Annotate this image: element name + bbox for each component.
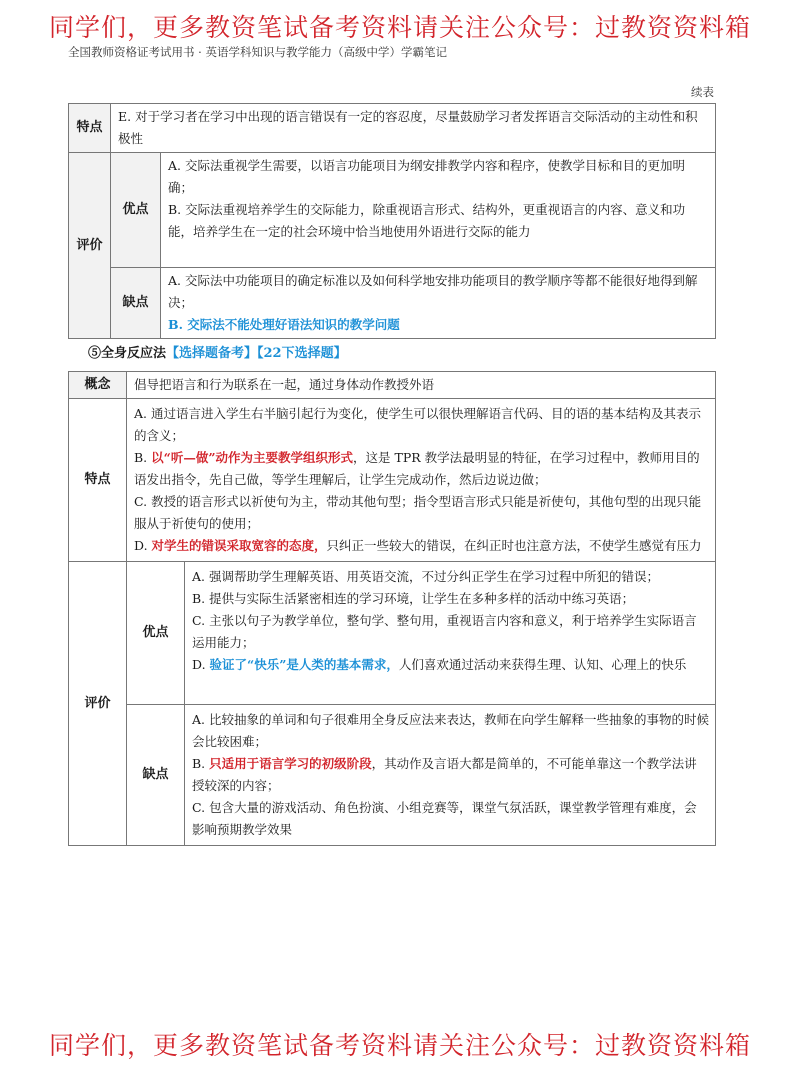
feature-label: 特点 <box>69 399 127 562</box>
eval-label: 评价 <box>69 153 111 339</box>
table-row <box>69 104 716 153</box>
cons-cell <box>185 705 716 846</box>
communicative-approach-table <box>68 103 716 339</box>
pros-label: 优点 <box>111 153 161 268</box>
list-item: C. 主张以句子为教学单位，整句学、整句用，重视语言内容和意义，利于培养学生实际语言运用能力； <box>192 613 697 650</box>
highlight-text: 验证了“快乐”是人类的基本需求， <box>209 657 399 672</box>
list-item <box>134 535 709 557</box>
list-item: A. 交际法中功能项目的确定标准以及如何科学地安排功能项目的教学顺序等都不能很好地得到解决； <box>168 273 698 310</box>
list-item <box>192 753 709 797</box>
list-item: C. 教授的语言形式以祈使句为主，带动其他句型；指令型语言形式只能是祈使句，其他句型的出现只能服从于祈使句的使用； <box>134 494 702 531</box>
section-title <box>88 342 347 361</box>
list-item: C. 包含大量的游戏活动、角色扮演、小组竞赛等，课堂气氛活跃，课堂教学管理有难度，会影响预期教学效果 <box>192 800 697 837</box>
list-item <box>134 447 709 491</box>
cons-label: 缺点 <box>111 268 161 339</box>
highlight-text: 对学生的错误采取宽容的态度， <box>151 538 327 553</box>
highlight-text: 以“听—做”动作为主要教学组织形式 <box>151 450 354 465</box>
item-text: 只纠正一些较大的错误，在纠正时也注意方法，不使学生感觉有压力 <box>326 538 702 553</box>
highlight-text: 只适用于语言学习的初级阶段 <box>209 756 372 771</box>
list-item: A. 强调帮助学生理解英语、用英语交流，不过分纠正学生在学习过程中所犯的错误； <box>192 569 659 584</box>
concept-text: 倡导把语言和行为联系在一起，通过身体动作教授外语 <box>127 372 716 399</box>
list-item: B. 交际法重视培养学生的交际能力，除重视语言形式、结构外，更重视语言的内容、意义和功能，培养学生在一定的社会环境中恰当地使用外语进行交际的能力 <box>168 202 686 239</box>
table-row <box>69 562 716 705</box>
continued-label: 续表 <box>691 85 714 99</box>
table-row <box>69 372 716 399</box>
promo-banner-top: 同学们，更多教资笔试备考资料请关注公众号：过教资资料箱 <box>48 13 751 42</box>
pros-cell <box>161 153 716 268</box>
table-row <box>69 268 716 339</box>
section-title-text: ⑤全身反应法 <box>88 346 167 361</box>
item-prefix: D. <box>134 538 152 553</box>
item-prefix: B. <box>192 756 210 771</box>
list-item: B. 提供与实际生活紧密相连的学习环境，让学生在多种多样的活动中练习英语； <box>192 591 635 606</box>
feature-cell <box>127 399 716 562</box>
feature-label: 特点 <box>69 104 111 153</box>
list-item <box>192 654 709 676</box>
item-text: 人们喜欢通过活动来获得生理、认知、心理上的快乐 <box>398 657 687 672</box>
concept-label: 概念 <box>69 372 127 399</box>
feature-text: E. 对于学习者在学习中出现的语言错误有一定的容忍度，尽量鼓励学习者发挥语言交际活动的主动性和积极性 <box>111 104 716 153</box>
eval-label: 评价 <box>69 562 127 846</box>
table-row <box>69 153 716 268</box>
item-prefix: D. <box>192 657 210 672</box>
item-text: ，其动作及言语大都是简单的，不可能单靠这一个教学法讲授较深的内容； <box>192 756 697 793</box>
list-item: A. 通过语言进入学生右半脑引起行为变化，使学生可以很快理解语言代码、目的语的基本结构及其表示的含义； <box>134 406 701 443</box>
list-item: A. 交际法重视学生需要，以语言功能项目为纲安排教学内容和程序，使教学目标和目的更加明确； <box>168 158 685 195</box>
cons-label: 缺点 <box>127 705 185 846</box>
list-item-highlight: B. 交际法不能处理好语法知识的教学问题 <box>168 317 400 332</box>
table-row <box>69 399 716 562</box>
pros-label: 优点 <box>127 562 185 705</box>
cons-cell <box>161 268 716 339</box>
promo-banner-bottom: 同学们，更多教资笔试备考资料请关注公众号：过教资资料箱 <box>48 1031 751 1060</box>
item-text: ，这是 TPR 教学法最明显的特征，在学习过程中，教师用目的语发出指令，先自己做，等学生理解后，让学生完成动作，然后边说边做； <box>134 450 700 487</box>
pros-cell <box>185 562 716 705</box>
running-head: 全国教师资格证考试用书 · 英语学科知识与教学能力（高级中学）学霸笔记 <box>68 45 447 59</box>
list-item: A. 比较抽象的单词和句子很难用全身反应法来表达，教师在向学生解释一些抽象的事物的时候会比较困难； <box>192 712 709 749</box>
section-tag: 【选择题备考】【22下选择题】 <box>166 346 347 361</box>
tpr-table <box>68 371 716 846</box>
table-row <box>69 705 716 846</box>
item-prefix: B. <box>134 450 152 465</box>
